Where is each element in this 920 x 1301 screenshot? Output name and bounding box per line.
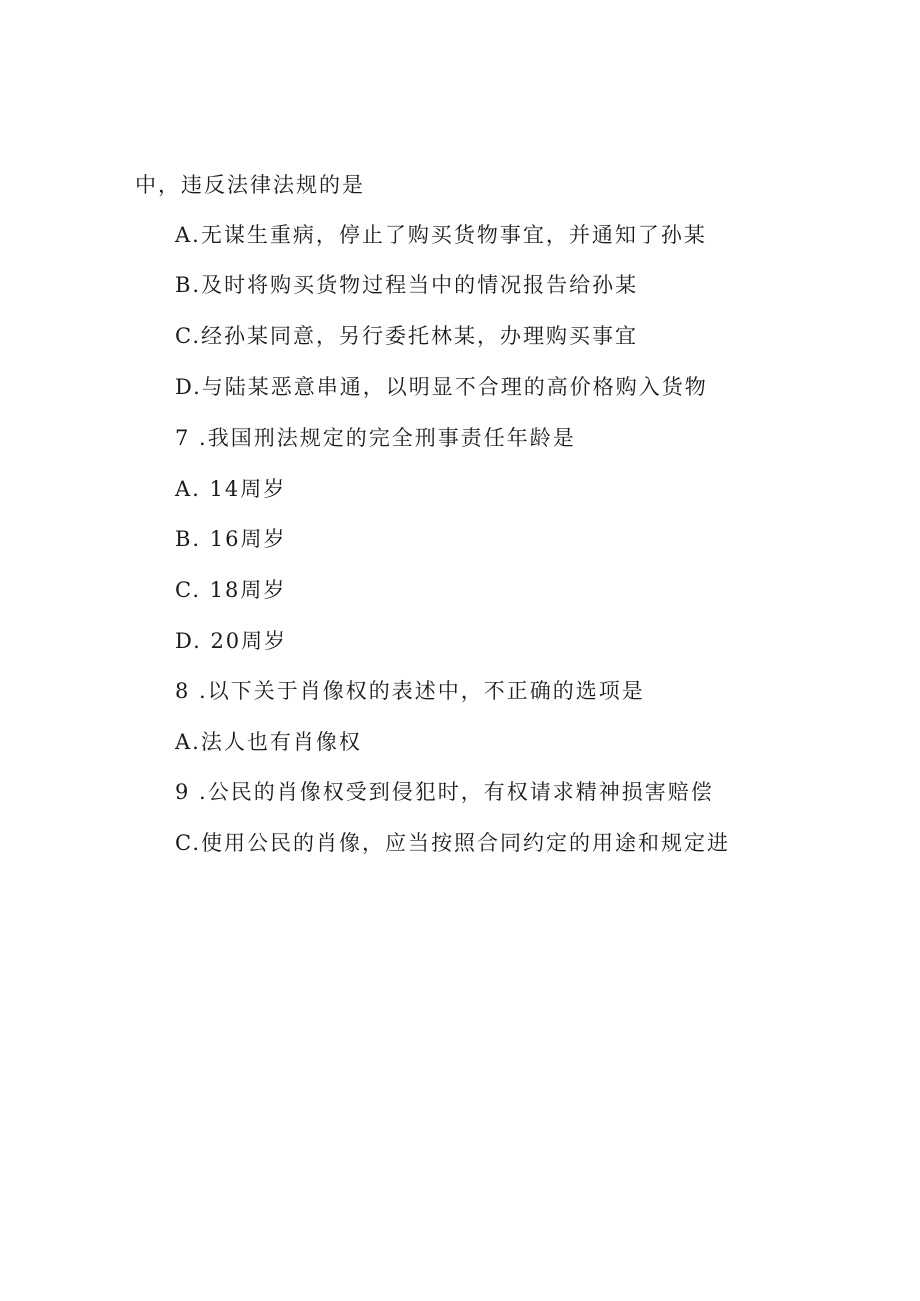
- question-7-option-d: D. 20周岁: [175, 629, 288, 653]
- question-7-option-a: A. 14周岁: [175, 477, 287, 501]
- question-8-stem: 8 .以下关于肖像权的表述中，不正确的选项是: [175, 679, 645, 703]
- question-6-option-a: A.无谋生重病，停止了购买货物事宜，并通知了孙某: [175, 223, 707, 247]
- question-6-option-d: D.与陆某恶意串通，以明显不合理的高价格购入货物: [175, 375, 708, 399]
- option-c-line: C.使用公民的肖像，应当按照合同约定的用途和规定进: [175, 831, 730, 855]
- question-6-option-b: B.及时将购买货物过程当中的情况报告给孙某: [175, 273, 639, 297]
- question-8-option-a: A.法人也有肖像权: [175, 730, 362, 754]
- question-7-stem: 7 .我国刑法规定的完全刑事责任年龄是: [175, 426, 576, 450]
- question-7-option-c: C. 18周岁: [175, 578, 287, 602]
- question-7-option-b: B. 16周岁: [175, 527, 287, 551]
- question-6-option-c: C.经孙某同意，另行委托林某，办理购买事宜: [175, 324, 638, 348]
- question-6-continuation: 中，违反法律法规的是: [135, 173, 365, 197]
- question-9-line: 9 .公民的肖像权受到侵犯时，有权请求精神损害赔偿: [175, 780, 714, 804]
